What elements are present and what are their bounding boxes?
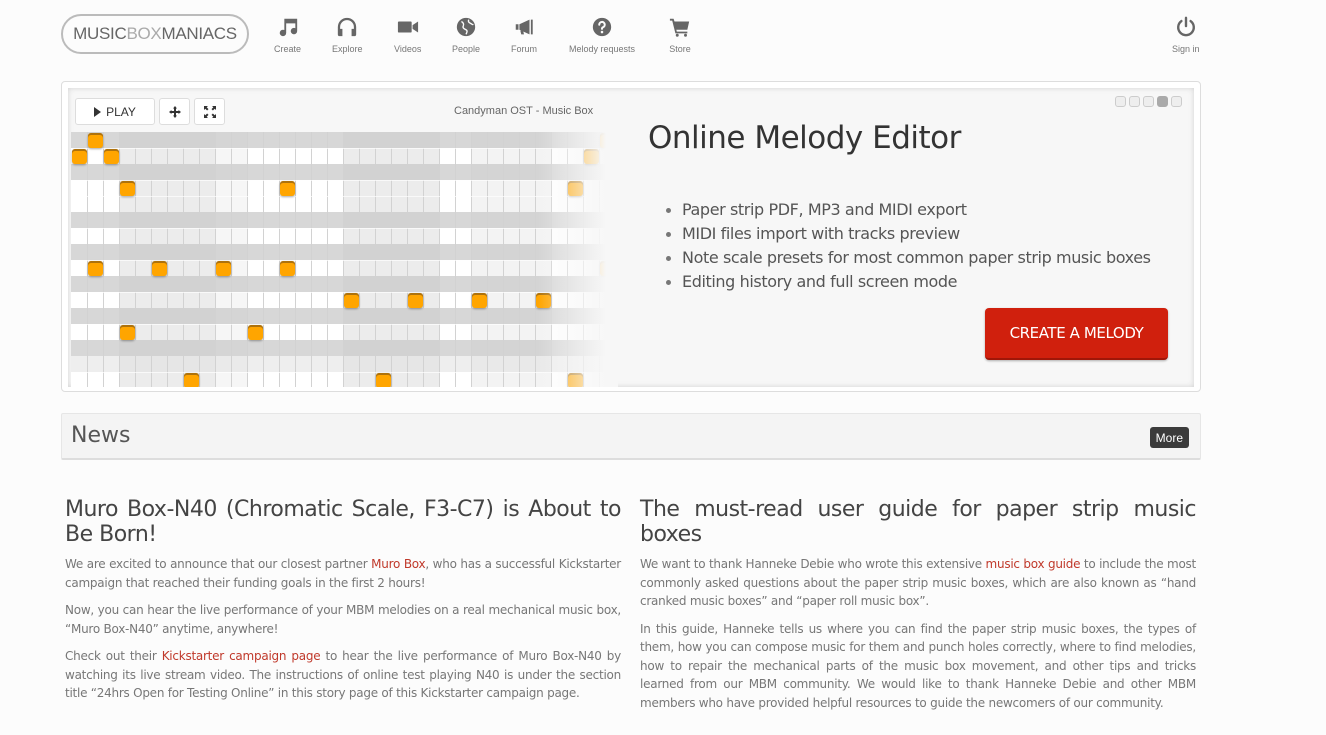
sign-in-label: Sign in [1172,44,1200,54]
nav-melody-requests[interactable] [569,16,635,54]
site-logo[interactable] [61,14,249,54]
logo-text-box: BOX [126,24,162,43]
create-melody-button[interactable]: CREATE A MELODY [985,308,1168,360]
fullscreen-button[interactable] [194,98,225,125]
melody-note[interactable] [584,149,599,164]
article-title[interactable]: The must-read user guide for paper strip music boxes [640,497,1196,547]
music-note-icon [277,16,299,38]
melody-note[interactable] [120,181,135,196]
news-title: News [71,423,131,448]
article-paragraph: Now, you can hear the live performance of your MBM melodies on a real mechanical music box, “Muro Box-N40” anytime, anywhere! [65,603,621,636]
globe-icon [455,16,477,38]
melody-note[interactable] [280,261,295,276]
news-header [61,413,1201,460]
feature-item: Paper strip PDF, MP3 and MIDI export [666,198,1151,222]
play-icon [94,107,101,117]
melody-note[interactable] [344,293,359,308]
more-news-button[interactable]: More [1150,427,1189,448]
text: , who has a successful Kickstarter campaign that reached their funding goals in the first 2 hours! [65,557,621,590]
melody-note[interactable] [88,133,103,148]
article-paragraph [65,647,621,703]
text: We are excited to announce that our closest partner [65,557,372,571]
editor-toolbar [75,98,225,126]
nav-label: Videos [394,44,422,54]
nav-label: Create [274,44,302,54]
move-arrows-icon [169,106,181,118]
text: Check out their [65,649,162,663]
move-button[interactable] [159,98,190,125]
feature-item: Note scale presets for most common paper strip music boxes [666,246,1151,270]
article-title[interactable]: Muro Box-N40 (Chromatic Scale, F3-C7) is About to Be Born! [65,497,621,547]
site-header [0,0,1326,70]
melody-note[interactable] [408,293,423,308]
melody-note[interactable] [568,181,583,196]
pager-dot-4-active[interactable] [1157,96,1168,107]
pager-dot-5[interactable] [1171,96,1182,107]
article-paragraph [65,555,621,592]
slide-title: Online Melody Editor [648,120,961,156]
nav-videos[interactable] [394,16,421,54]
melody-note[interactable] [120,325,135,340]
fullscreen-icon [204,106,216,118]
muro-box-link[interactable]: Muro Box [371,557,426,571]
melody-note[interactable] [536,293,551,308]
slide-melody-editor [68,88,1194,387]
shopping-cart-icon [669,16,691,38]
question-circle-icon [591,16,613,38]
nav-forum[interactable] [511,16,537,54]
text: to include the most commonly asked questions about the paper strip music boxes, which are also known as “hand cranked music boxes” and “paper roll music box”. [640,557,1197,608]
nav-label: Melody requests [569,44,636,54]
kickstarter-campaign-link[interactable]: Kickstarter campaign page [161,649,321,663]
nav-create[interactable] [274,16,301,54]
headphones-icon [336,16,358,38]
article-paragraph: In this guide, Hanneke tells us where you can find the paper strip music boxes, the types of them, how you can compose music for them and punch holes correctly, where to find melodies, how to repair the mechanical parts of the music box movement, and other tips and tricks learned from our MBM community. We would like to thank Hanneke Debie and other MBM members who have provided helpful resources to guide the newcomers of our community. [640,621,1196,710]
nav-explore[interactable] [332,16,363,54]
article-paragraph [640,555,1196,611]
melody-note[interactable] [184,373,199,387]
nav-label: Store [669,44,691,54]
play-button[interactable] [75,98,155,125]
pager-dot-1[interactable] [1115,96,1126,107]
melody-note[interactable] [376,373,391,387]
feature-slider [61,81,1201,392]
melody-note[interactable] [472,293,487,308]
pager-dot-2[interactable] [1129,96,1140,107]
melody-note[interactable] [280,181,295,196]
logo-text-music: MUSIC [73,24,127,43]
megaphone-icon [513,16,535,38]
pager-dot-3[interactable] [1143,96,1154,107]
melody-note[interactable] [152,261,167,276]
notes-layer [71,132,611,387]
melody-note[interactable] [72,149,87,164]
video-camera-icon [397,16,419,38]
nav-people[interactable] [452,16,480,54]
melody-note[interactable] [88,261,103,276]
nav-label: Forum [511,44,538,54]
melody-note[interactable] [568,373,583,387]
nav-store[interactable] [669,16,691,54]
music-box-guide-link[interactable]: music box guide [985,557,1081,571]
power-icon [1175,16,1197,38]
feature-list [666,198,1151,294]
melody-note[interactable] [104,149,119,164]
slider-pager [1115,96,1182,107]
play-label: PLAY [106,104,136,119]
melody-note[interactable] [248,325,263,340]
song-title: Candyman OST - Music Box [454,105,594,117]
nav-label: People [452,44,481,54]
melody-note[interactable] [600,133,615,148]
nav-label: Explore [332,44,363,54]
feature-item: Editing history and full screen mode [666,270,1151,294]
logo-text-maniacs: MANIACS [161,24,237,43]
melody-note[interactable] [600,261,615,276]
feature-item: MIDI files import with tracks preview [666,222,1151,246]
news-article [65,497,621,712]
melody-note[interactable] [216,261,231,276]
text: to hear the live performance of Muro Box-N40 by watching its live stream video. The instructions of online test playing N40 is under the section title “24hrs Open for Testing Online” in this story page of this Kickstarter campaign page. [65,649,621,700]
sign-in-button[interactable] [1172,16,1200,54]
news-article [640,497,1196,721]
text: We want to thank Hanneke Debie who wrote this extensive [640,557,986,571]
